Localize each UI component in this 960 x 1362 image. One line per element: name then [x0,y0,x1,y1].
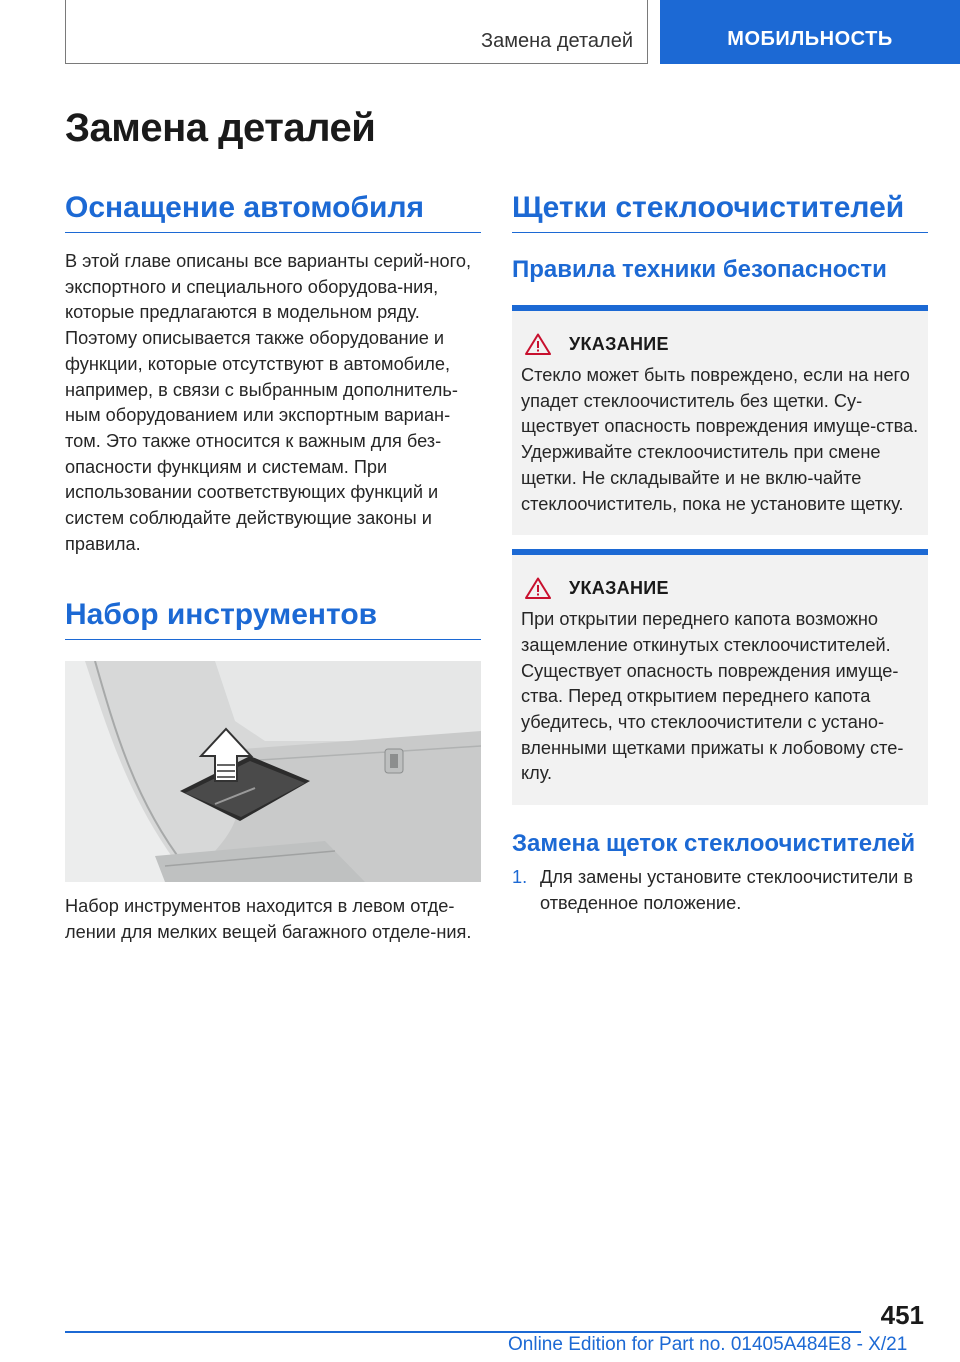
edition-link[interactable]: Online Edition for Part no. 01405A484E8 - X/21 [508,1334,908,1355]
warning-header-2 [521,577,919,599]
header-chapter-tab[interactable] [660,0,960,64]
warning-title-2: УКАЗАНИЕ [569,577,669,598]
page-number: 451 [880,1300,924,1330]
page-title: Замена деталей [65,106,376,150]
warning-triangle-icon [525,577,551,599]
equipment-text: В этой главе описаны все варианты серий-ного, экспортного и специального оборудова-ния, которые предлагаются в модельном ряду. Поэтому описывается также оборудование и функции, которые отсутствуют в автомобиле, например, в связи с выбранным дополнитель-ным оборудованием или экспортным вариан-том. Это также относится к важным для без-опасности функциям и системам. При использовании соответствующих функций и систем соблюдайте действующие законы и правила. [65,251,472,554]
left-column [65,190,481,946]
warning-box-1 [512,305,928,535]
warning-text-1: Стекло может быть повреждено, если на него упадет стеклоочиститель без щетки. Су-ществует опасность повреждения имуще-ства. Удерживайте стеклоочиститель при смене щетки. Не складывайте и не вклю-чайте стеклоочиститель, пока не установите щетку. [521,365,919,514]
header-chapter-label: МОБИЛЬНОСТЬ [727,27,893,50]
toolkit-caption: Набор инструментов находится в левом отде-лении для мелких вещей багажного отделе-ния. [65,896,472,943]
trunk-compartment-icon [65,661,481,882]
step-number: 1. [512,867,528,888]
header-section-title: Замена деталей [481,30,633,52]
header-section-box [65,0,648,64]
step-item [512,865,928,916]
wiper-blades-heading: Щетки стеклоочистителей [512,190,928,233]
right-column [512,190,928,917]
equipment-heading: Оснащение автомобиля [65,190,481,233]
warning-text-2: При открытии переднего капота возможно защемление откинутых стеклоочистителей. Существует опасность повреждения имуще-ства. Перед открытием переднего капота убедитесь, что стеклоочистители с устано-вленными щетками прижаты к лобовому сте-клу. [521,609,904,784]
warning-triangle-icon [525,333,551,355]
toolkit-illustration [65,661,481,882]
replace-blades-heading: Замена щеток стеклоочистителей [512,830,916,858]
step-text: Для замены установите стеклоочистители в отведенное положение. [540,867,914,913]
warning-header-1 [521,333,919,355]
safety-heading: Правила техники безопасности [512,256,887,283]
warning-title-1: УКАЗАНИЕ [569,333,669,354]
warning-box-2 [512,549,928,805]
toolkit-heading: Набор инструментов [65,597,481,640]
footer-divider [65,1331,861,1333]
